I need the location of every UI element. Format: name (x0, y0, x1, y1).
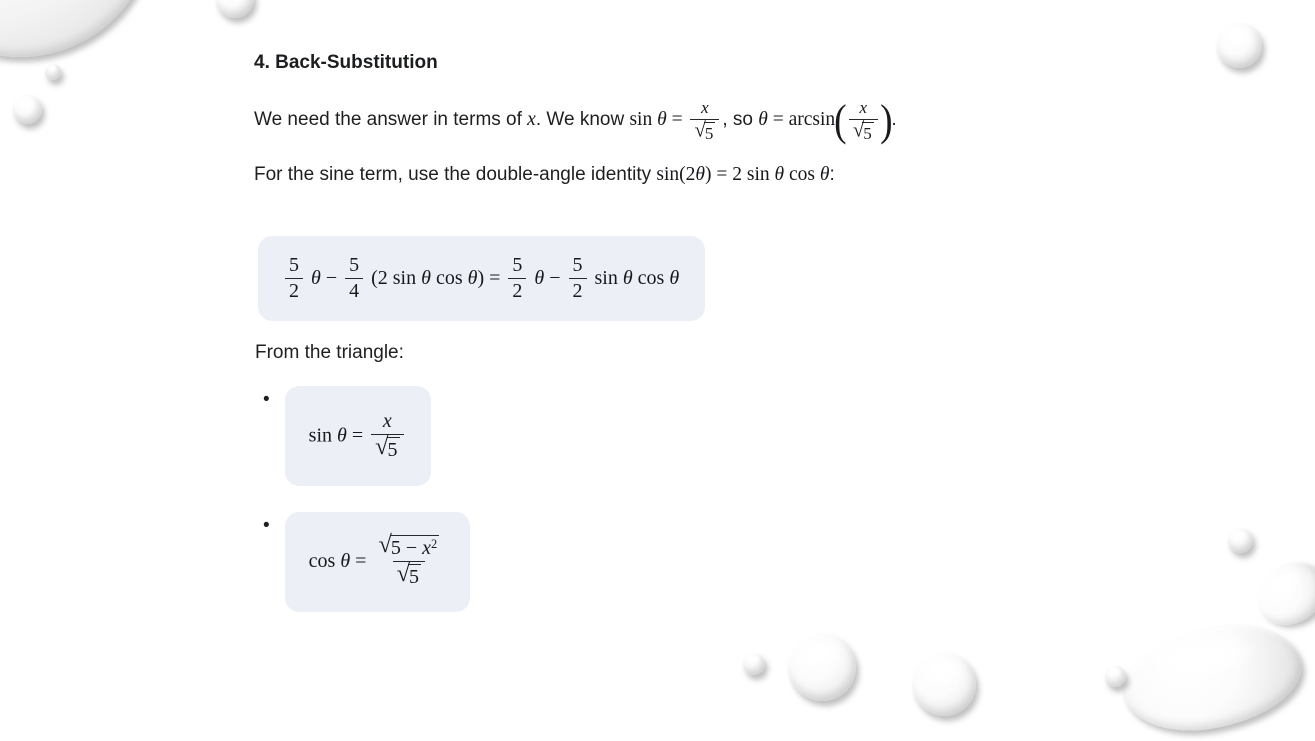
math-var-theta: θ (819, 164, 830, 185)
list-item-sin (263, 386, 431, 486)
math-fn-sin: sin (589, 266, 623, 289)
from-triangle-label: From the triangle: (255, 342, 404, 363)
math-fn-cos: cos (308, 550, 341, 573)
water-droplet-bottom-2 (743, 653, 765, 675)
math-equals: ) = (477, 266, 506, 289)
big-right-paren: ) (879, 96, 893, 145)
water-droplet-right-small (1228, 528, 1253, 553)
math-exponent: 2 (431, 537, 438, 552)
math-var-theta: θ (340, 550, 351, 573)
water-droplet-top-right (1217, 23, 1262, 68)
math-var-x: x (527, 109, 536, 131)
body-text: . We know (535, 109, 630, 131)
fraction-x-over-sqrt5: x √ 5 (690, 99, 719, 143)
fraction-5-2: $\frac{5}{2}$ (508, 255, 526, 302)
paragraph-identity (254, 163, 835, 188)
bullet-marker: • (263, 515, 270, 536)
water-droplet-right-ellipse (1246, 551, 1315, 638)
water-droplet-bottom-1 (1105, 666, 1126, 687)
body-text: : (829, 164, 835, 185)
math-equals: = (346, 424, 369, 447)
body-text: We need the answer in terms of (254, 109, 528, 131)
section-heading: 4. Back-Substitution (254, 52, 438, 73)
radical-sign: √ (396, 559, 411, 587)
math-equals: = (666, 109, 688, 131)
math-minus: − (544, 266, 566, 289)
water-droplet-bottom-4 (913, 653, 976, 716)
body-text: . (891, 109, 897, 131)
math-var-theta: θ (758, 109, 768, 131)
math-var-theta: θ (306, 266, 321, 289)
math-var-theta: θ (337, 424, 347, 447)
math-fn-sin2theta: sin(2 (656, 164, 696, 185)
sin-theta-block (285, 386, 431, 486)
fraction-x-over-sqrt5: x √ 5 (371, 411, 403, 461)
fraction-5-2: $\frac{5}{2}$ (569, 255, 587, 302)
math-var-theta: θ (695, 164, 705, 185)
math-var-theta: θ (529, 266, 545, 289)
water-droplet-small-left (13, 95, 42, 124)
fraction-5-2: $\frac{5}{2}$ (285, 255, 303, 302)
equation-block (258, 236, 705, 321)
math-var-theta: θ (669, 266, 680, 289)
radical-sign: √ (852, 118, 865, 141)
math-fn-cos: cos (784, 164, 820, 185)
paragraph-intro (254, 91, 897, 151)
water-splash-bottom-right (1115, 615, 1308, 741)
fraction-x-over-sqrt5: x √ 5 (849, 99, 878, 143)
math-fn-sin: sin (308, 424, 337, 447)
list-item-cos (263, 512, 470, 612)
math-fn-sin: sin (629, 109, 658, 131)
math-var-theta: θ (421, 266, 431, 289)
math-var-theta: θ (622, 266, 633, 289)
math-fn-arcsin: = arcsin (767, 109, 836, 131)
radical-sign: √ (694, 118, 706, 141)
fraction-sqrt5x2-over-sqrt5: √ $5 - x^2$ √ 5 (378, 531, 438, 589)
math-fn-cos: cos (430, 266, 468, 289)
math-var-theta: θ (774, 164, 785, 185)
math-text: (2 sin (366, 266, 422, 289)
water-droplet-top-center (216, 0, 254, 18)
math-fn-cos: cos (632, 266, 670, 289)
fraction-5-4: $\frac{5}{4}$ (345, 255, 363, 302)
body-text: , so (722, 109, 759, 131)
math-equals: = (350, 550, 372, 573)
cos-theta-block (285, 512, 471, 612)
math-var-theta: θ (467, 266, 478, 289)
big-left-paren: ( (834, 96, 847, 145)
water-droplet-large-top-left (0, 0, 155, 57)
water-droplet-tiny-left (45, 64, 61, 80)
water-droplet-bottom-3 (789, 634, 856, 701)
math-var-theta: θ (657, 109, 667, 131)
radical-sign: √ (378, 531, 392, 559)
radical-sign: √ (375, 432, 389, 460)
bullet-marker: • (263, 389, 270, 410)
math-var-x: x (422, 537, 431, 560)
math-text: ) = 2 sin (705, 164, 775, 185)
math-minus: − (320, 266, 343, 289)
body-text: For the sine term, use the double-angle identity (254, 164, 657, 185)
